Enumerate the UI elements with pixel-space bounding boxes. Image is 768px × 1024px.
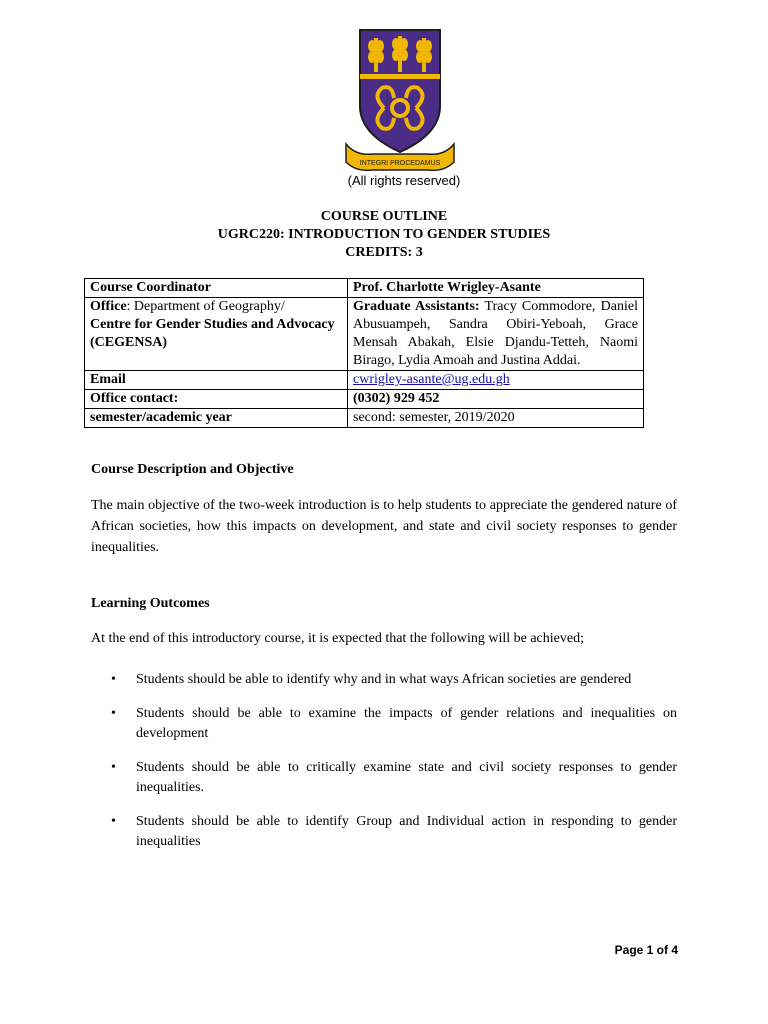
table-row — [85, 279, 644, 298]
contact-value: (0302) 929 452 — [348, 390, 644, 409]
table-row — [85, 371, 644, 390]
list-item: • Students should be able to examine the impacts of gender relations and inequalities on development — [111, 706, 677, 741]
doc-title: COURSE OUTLINE — [320, 209, 448, 224]
outcomes-title: Learning Outcomes — [91, 596, 210, 611]
list-item: • Students should be able to critically examine state and civil society responses to gender inequalities. — [111, 760, 677, 795]
semester-value: second: semester, 2019/2020 — [348, 409, 644, 428]
email-cell — [348, 371, 644, 390]
crest-motto: INTEGRI PROCEDAMUS — [359, 160, 441, 167]
table-row — [85, 390, 644, 409]
crest-sprigs — [368, 36, 432, 72]
bullet-icon: • — [111, 760, 116, 775]
list-item: • Students should be able to identify why and in what ways African societies are gendered — [91, 670, 677, 690]
crest-band — [360, 74, 440, 79]
bullet-icon: • — [111, 814, 116, 829]
rights-notice: (All rights reserved) — [347, 173, 461, 188]
office-cell: Office: Department of Geography/ Centre for Gender Studies and Advocacy (CEGENSA) — [85, 298, 348, 371]
outcomes-list — [91, 670, 677, 866]
email-link[interactable]: cwrigley-asante@ug.edu.gh — [353, 372, 510, 387]
coordinator-label: Course Coordinator — [85, 279, 348, 298]
bullet-icon: • — [111, 706, 116, 721]
list-item: • Students should be able to identify Group and Individual action in responding to gender inequalities — [111, 814, 677, 849]
graduate-assistants-cell: Graduate Assistants: Tracy Commodore, Daniel Abusuampeh, Sandra Obiri-Yeboah, Grace Mensah Abakah, Elsie Djandu-Tetteh, Naomi Birago, Lydia Amoah and Justina Addai. — [348, 298, 644, 371]
bullet-icon: • — [111, 672, 116, 687]
page-number: Page 1 of 4 — [614, 943, 678, 957]
contact-label: Office contact: — [85, 390, 348, 409]
course-code-title: UGRC220: INTRODUCTION TO GENDER STUDIES — [217, 227, 551, 242]
course-info-table — [84, 278, 644, 428]
description-text: The main objective of the two-week introduction is to help students to appreciate the gendered nature of African societies, how this impacts on development, and state and civil society responses to gender inequalities. — [91, 498, 677, 555]
coordinator-value: Prof. Charlotte Wrigley-Asante — [348, 279, 644, 298]
outcomes-intro: At the end of this introductory course, it is expected that the following will be achieved; — [91, 631, 584, 646]
semester-label: semester/academic year — [85, 409, 348, 428]
table-row — [85, 298, 644, 371]
credits: CREDITS: 3 — [345, 245, 423, 260]
university-crest-logo — [342, 26, 458, 176]
table-row — [85, 409, 644, 428]
description-title: Course Description and Objective — [91, 462, 294, 477]
email-label: Email — [85, 371, 348, 390]
